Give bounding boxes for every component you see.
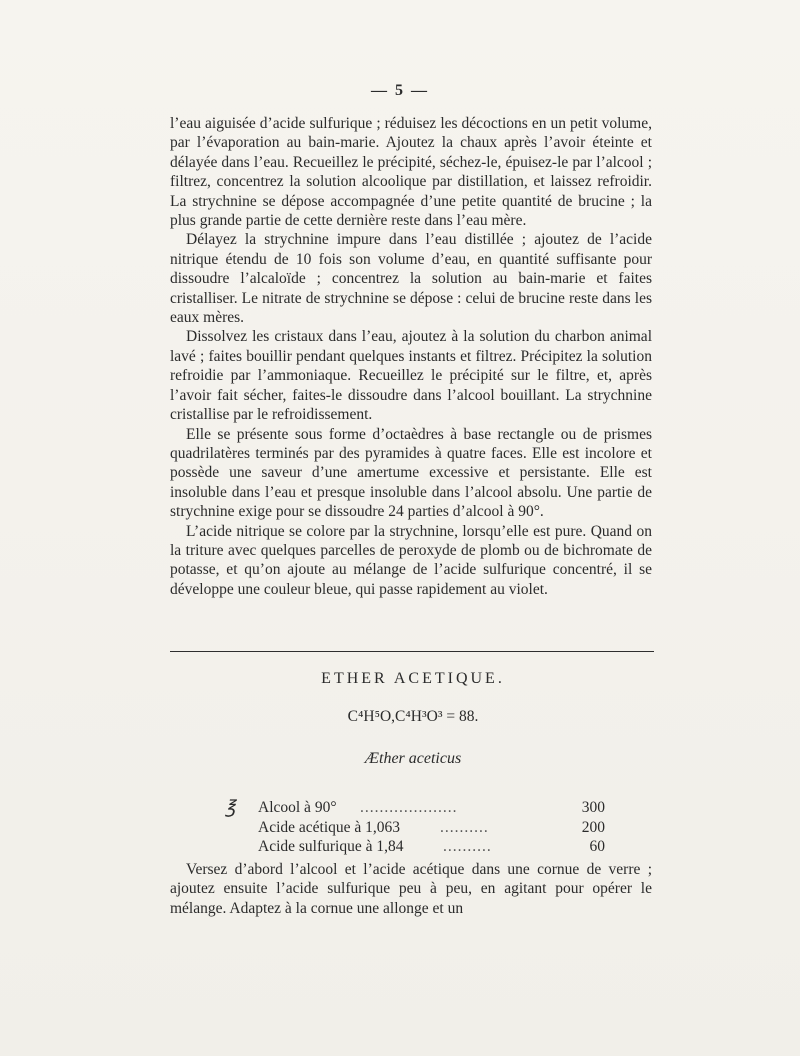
ingredient-quantity: 200 xyxy=(581,818,605,836)
ingredient-label: Acide acétique à 1,063 xyxy=(258,818,401,836)
section-divider xyxy=(170,651,654,652)
chemical-formula: C⁴H⁵O,C⁴H³O³ = 88. xyxy=(347,708,479,725)
paragraph: l’eau aiguisée d’acide sulfurique ; réduisez les décoctions en un petit volume, par l’évaporation au bain-marie. Ajoutez la chaux après l’avoir éteinte et délayée dans l’eau. Recueillez le précipité, séchez-le, épuisez-le par l’alcool ; filtrez, concentrez la solution alcoolique par distillation, et laissez refroidir. La strychnine se dépose accompagnée d’une petite quantité de brucine ; la plus grande partie de cette dernière reste dans l’eau mère. xyxy=(170,115,652,230)
paragraph: Dissolvez les cristaux dans l’eau, ajoutez à la solution du charbon animal lavé ; faites bouillir pendant quelques instants et filtrez. Précipitez la solution refroidie par l’ammoniaque. Recueillez le précipité sur le filtre, et, après l’avoir fait sécher, faites-le dissoudre dans l’alcool bouillant. La strychnine cristallise par le refroidissement. xyxy=(170,328,652,424)
recipe-symbol: ℥ xyxy=(225,797,236,817)
paragraph: Délayez la strychnine impure dans l’eau distillée ; ajoutez de l’acide nitrique étendu de 10 fois son volume d’eau, en quantité suffisante pour dissoudre l’alcaloïde ; concentrez la solution au bain-marie et faites cristalliser. Le nitrate de strychnine se dépose : celui de brucine reste dans les eaux mères. xyxy=(170,231,652,327)
recipe-item xyxy=(225,818,605,838)
recipe-item xyxy=(225,837,605,857)
ingredient-label: Alcool à 90° xyxy=(258,799,337,816)
leader-dots: .................... xyxy=(360,799,458,816)
recipe-list xyxy=(225,798,605,857)
recipe-item xyxy=(225,798,605,818)
ingredient-quantity: 300 xyxy=(581,799,605,816)
leader-dots: .......... xyxy=(443,838,492,855)
ingredient-quantity: 60 xyxy=(589,838,605,855)
body-text xyxy=(170,114,652,599)
latin-name: Æther aceticus xyxy=(364,750,462,767)
paragraph: L’acide nitrique se colore par la strychnine, lorsqu’elle est pure. Quand on la triture avec quelques parcelles de peroxyde de plomb ou de bichromate de potasse, et qu’on ajoute au mélange de l’acide sulfurique concentré, il se développe une couleur bleue, qui passe rapidement au violet. xyxy=(170,522,652,598)
leader-dots: .......... xyxy=(440,818,489,836)
ingredient-label: Acide sulfurique à 1,84 xyxy=(258,838,404,855)
section-title: ETHER ACETIQUE. xyxy=(321,670,505,687)
page-number: — 5 — xyxy=(371,82,429,99)
body-text-continued xyxy=(170,860,652,918)
paragraph: Elle se présente sous forme d’octaèdres à base rectangle ou de prismes quadrilatères terminés par des pyramides à quatre faces. Elle est incolore et possède une saveur d’une amertume excessive et persistante. Elle est insoluble dans l’eau et presque insoluble dans l’alcool absolu. Une partie de strychnine exige pour se dissoudre 24 parties d’alcool à 90°. xyxy=(170,425,652,521)
paragraph: Versez d’abord l’alcool et l’acide acétique dans une cornue de verre ; ajoutez ensuite l’acide sulfurique peu à peu, en agitant pour opérer le mélange. Adaptez à la cornue une allonge et un xyxy=(170,861,652,917)
